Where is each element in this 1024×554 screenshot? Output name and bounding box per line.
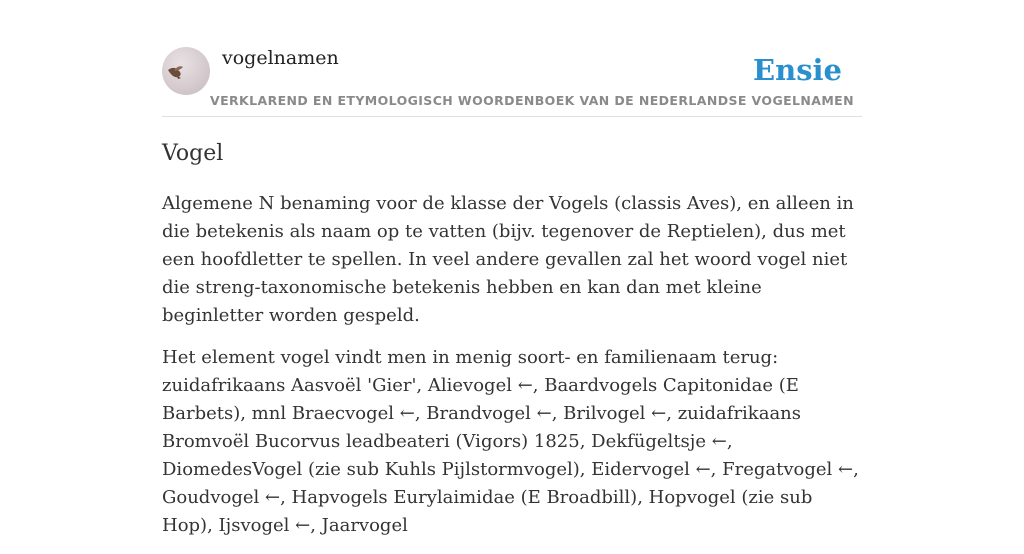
article-paragraph: Algemene N benaming voor de klasse der Vogels (classis Aves), en alleen in die betekenis als naam op te vatten (bijv. tegenover de Reptielen), dus met een hoofdletter te spellen. In veel andere gevallen zal het woord vogel niet die streng-taxonomische betekenis hebben en kan dan met kleine beginletter worden gespeld.: [162, 193, 854, 326]
article-paragraph: Het element vogel vindt men in menig soort- en familienaam terug: zuidafrikaans Aasvoël 'Gier', Alievogel ←, Baardvogels Capitonidae (E Barbets), mnl Braecvogel ←, Brandvogel ←, Brilvogel ←, zuidafrikaans Bromvoël Bucorvus leadbeateri (Vigors) 1825, Dekfügeltsje ←, DiomedesVogel (zie sub Kuhls Pijlstormvogel), Eidervogel ←, Fregatvogel ←, Goudvogel ←, Hapvogels Eurylaimidae (E Broadbill), Hopvogel (zie sub Hop), Ijsvogel ←, Jaarvogel: [162, 347, 859, 536]
article: [162, 138, 864, 554]
site-name-link[interactable]: vogelnamen: [222, 47, 339, 69]
site-header: [162, 46, 862, 117]
bird-icon: [162, 47, 210, 95]
article-title: Vogel: [162, 141, 224, 166]
brand-logo[interactable]: Ensie: [753, 53, 842, 87]
site-avatar[interactable]: [162, 47, 210, 95]
site-subtitle: VERKLAREND EN ETYMOLOGISCH WOORDENBOEK VAN DE NEDERLANDSE VOGELNAMEN: [210, 93, 854, 108]
